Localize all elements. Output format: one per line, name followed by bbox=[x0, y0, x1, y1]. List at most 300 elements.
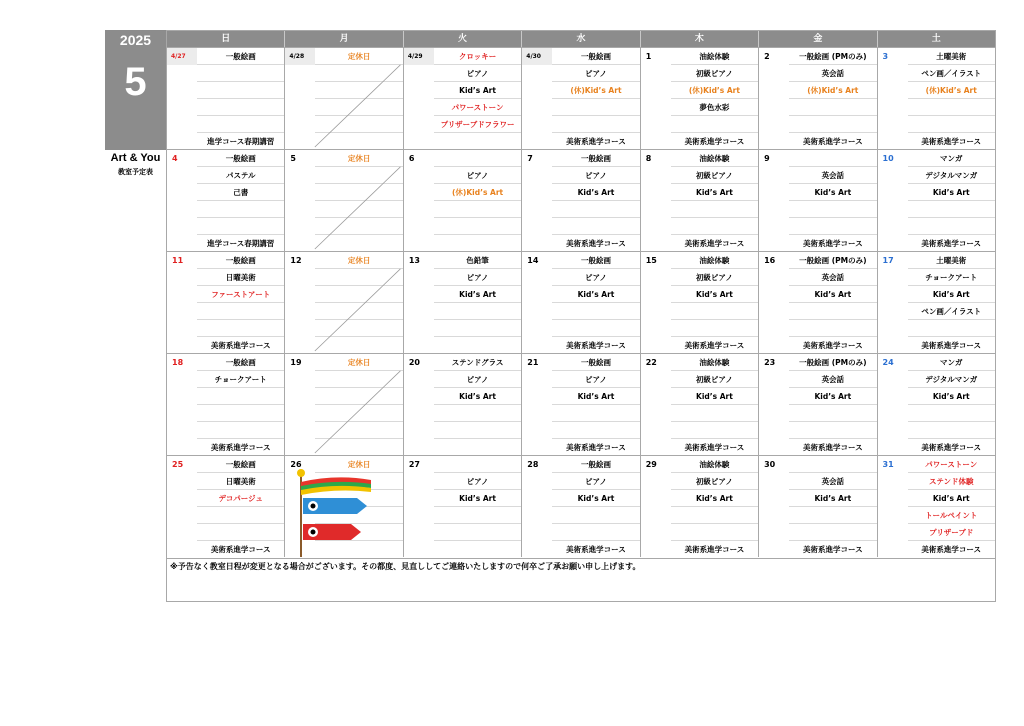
class-slots bbox=[434, 48, 521, 149]
day-cell[interactable] bbox=[522, 150, 640, 251]
week-row bbox=[167, 251, 995, 353]
class-slot: ステンド体験 bbox=[908, 473, 995, 490]
class-slot bbox=[908, 405, 995, 422]
class-slot: 美術系進学コース bbox=[803, 443, 863, 452]
class-slot: ピアノ bbox=[552, 167, 639, 184]
class-slots bbox=[908, 354, 995, 455]
weekday-4: 木 bbox=[641, 31, 759, 47]
day-cell[interactable] bbox=[878, 252, 995, 353]
class-slots bbox=[908, 150, 995, 251]
class-slot: 美術系進学コース bbox=[803, 137, 863, 146]
class-slot: 英会話 bbox=[789, 473, 876, 490]
class-slot: 土曜美術 bbox=[908, 48, 995, 65]
class-slot: 初級ピアノ bbox=[671, 167, 758, 184]
class-slots bbox=[671, 48, 758, 149]
month-banner bbox=[105, 30, 166, 150]
day-cell[interactable] bbox=[404, 150, 522, 251]
day-cell[interactable] bbox=[522, 252, 640, 353]
day-number: 23 bbox=[764, 358, 776, 367]
class-slot bbox=[315, 82, 402, 99]
class-slot bbox=[315, 99, 402, 116]
class-slots bbox=[789, 354, 876, 455]
day-cell[interactable] bbox=[641, 48, 759, 149]
class-slot: マンガ bbox=[908, 354, 995, 371]
weekday-header bbox=[167, 31, 995, 47]
day-cell[interactable] bbox=[285, 354, 403, 455]
class-slot bbox=[197, 507, 284, 524]
class-slot: ピアノ bbox=[552, 473, 639, 490]
class-slot: 定休日 bbox=[315, 354, 402, 371]
class-slot bbox=[315, 303, 402, 320]
class-slot: 進学コース春期講習 bbox=[207, 239, 275, 248]
day-number: 3 bbox=[882, 52, 889, 61]
class-slot bbox=[315, 65, 402, 82]
class-slot bbox=[789, 303, 876, 320]
day-number: 24 bbox=[882, 358, 894, 367]
day-number: 18 bbox=[172, 358, 184, 367]
class-slot: Kid’s Art bbox=[789, 286, 876, 303]
class-slot: ピアノ bbox=[552, 65, 639, 82]
class-slot: 美術系進学コース bbox=[921, 443, 982, 452]
class-slots bbox=[552, 150, 639, 251]
class-slot: 進学コース春期講習 bbox=[207, 137, 275, 146]
class-slot bbox=[789, 201, 876, 218]
class-slot: 色鉛筆 bbox=[434, 252, 521, 269]
class-slot: 定休日 bbox=[315, 48, 402, 65]
day-number: 7 bbox=[527, 154, 533, 163]
schedule-subtitle: 教室予定表 bbox=[118, 168, 153, 176]
day-cell[interactable] bbox=[167, 48, 285, 149]
class-slot: ステンドグラス bbox=[434, 354, 521, 371]
day-cell[interactable] bbox=[759, 252, 877, 353]
class-slot: 日曜美術 bbox=[197, 269, 284, 286]
class-slot: Kid’s Art bbox=[908, 490, 995, 507]
week-row bbox=[167, 47, 995, 149]
class-slot: 美術系進学コース bbox=[921, 137, 982, 146]
day-cell[interactable] bbox=[404, 48, 522, 149]
class-slot bbox=[315, 116, 402, 133]
class-slot: ピアノ bbox=[552, 371, 639, 388]
class-slots bbox=[315, 252, 402, 353]
day-number: 9 bbox=[764, 154, 770, 163]
class-slot: パワーストーン bbox=[908, 456, 995, 473]
class-slot: Kid’s Art bbox=[434, 286, 521, 303]
class-slot bbox=[434, 422, 521, 439]
brand-name: Art & You bbox=[110, 152, 161, 164]
day-cell[interactable] bbox=[522, 354, 640, 455]
weekday-2: 火 bbox=[404, 31, 522, 47]
class-slots bbox=[315, 354, 402, 455]
class-slot bbox=[552, 524, 639, 541]
class-slot bbox=[434, 235, 521, 251]
day-number: 20 bbox=[408, 358, 420, 367]
class-slot: 一般絵画 bbox=[197, 456, 284, 473]
class-slot: ピアノ bbox=[552, 269, 639, 286]
class-slot: 一般絵画 bbox=[552, 48, 639, 65]
day-number: 5 bbox=[290, 154, 296, 163]
class-slot bbox=[315, 320, 402, 337]
day-cell[interactable] bbox=[878, 150, 995, 251]
class-slot: Kid’s Art bbox=[552, 184, 639, 201]
class-slot: プリザーブドフラワー bbox=[434, 116, 521, 133]
class-slot: Kid’s Art bbox=[552, 490, 639, 507]
class-slot: Kid’s Art bbox=[908, 388, 995, 405]
class-slot bbox=[671, 524, 758, 541]
class-slot: (休)Kid’s Art bbox=[552, 82, 639, 99]
class-slot: (休)Kid’s Art bbox=[671, 82, 758, 99]
class-slots bbox=[197, 48, 284, 149]
class-slot: 一般絵画 bbox=[197, 252, 284, 269]
class-slot: Kid’s Art bbox=[789, 184, 876, 201]
day-number: 4/29 bbox=[404, 48, 434, 65]
class-slot: 美術系進学コース bbox=[566, 443, 626, 452]
class-slot bbox=[671, 116, 758, 133]
day-number: 4/27 bbox=[167, 48, 197, 65]
class-slots bbox=[434, 252, 521, 353]
day-cell[interactable] bbox=[759, 354, 877, 455]
class-slot: ピアノ bbox=[434, 167, 521, 184]
class-slots bbox=[789, 48, 876, 149]
class-slots bbox=[434, 456, 521, 557]
class-slot bbox=[671, 201, 758, 218]
class-slot bbox=[552, 116, 639, 133]
class-slot: デコパージュ bbox=[197, 490, 284, 507]
class-slot: 美術系進学コース bbox=[803, 239, 863, 248]
class-slot bbox=[552, 303, 639, 320]
class-slot bbox=[908, 320, 995, 337]
class-slot: (休)Kid’s Art bbox=[789, 82, 876, 99]
class-slot: Kid’s Art bbox=[671, 388, 758, 405]
weekday-1: 月 bbox=[285, 31, 403, 47]
class-slot bbox=[671, 303, 758, 320]
class-slot bbox=[197, 422, 284, 439]
class-slot bbox=[434, 507, 521, 524]
class-slot: ピアノ bbox=[434, 371, 521, 388]
class-slot: 油絵体験 bbox=[671, 354, 758, 371]
class-slot: ピアノ bbox=[434, 269, 521, 286]
day-cell[interactable] bbox=[522, 456, 640, 557]
class-slot bbox=[671, 320, 758, 337]
day-number: 4 bbox=[172, 154, 178, 163]
class-slot: 美術系進学コース bbox=[684, 137, 745, 146]
class-slot: 一般絵画 bbox=[197, 150, 284, 167]
class-slot: Kid’s Art bbox=[552, 286, 639, 303]
class-slot bbox=[789, 507, 876, 524]
class-slot bbox=[197, 65, 284, 82]
class-slot bbox=[908, 99, 995, 116]
class-slot: 美術系進学コース bbox=[684, 239, 745, 248]
class-slot: 初級ピアノ bbox=[671, 371, 758, 388]
day-number: 29 bbox=[645, 460, 657, 469]
class-slot: 一般絵画 bbox=[552, 456, 639, 473]
class-slot bbox=[908, 201, 995, 218]
class-slot bbox=[315, 337, 402, 353]
class-slot bbox=[197, 303, 284, 320]
class-slot: 日曜美術 bbox=[197, 473, 284, 490]
day-number: 15 bbox=[645, 256, 657, 265]
class-slot: 美術系進学コース bbox=[210, 341, 271, 350]
footer-note: ※予告なく教室日程が変更となる場合がございます。その都度、見直ししてご連絡いたしますので何卒ご了承お願い申し上げます。 bbox=[167, 558, 995, 602]
class-slots bbox=[434, 150, 521, 251]
class-slot bbox=[552, 422, 639, 439]
class-slot: 一般絵画 bbox=[197, 354, 284, 371]
class-slot bbox=[789, 524, 876, 541]
day-cell[interactable] bbox=[878, 456, 995, 557]
class-slot: 一般絵画 bbox=[552, 354, 639, 371]
day-number: 26 bbox=[290, 460, 302, 469]
class-slot bbox=[789, 99, 876, 116]
class-slot: Kid’s Art bbox=[434, 490, 521, 507]
year-label: 2025 bbox=[119, 32, 152, 48]
class-slot bbox=[315, 405, 402, 422]
class-slot bbox=[434, 320, 521, 337]
day-cell[interactable] bbox=[404, 252, 522, 353]
class-slot bbox=[315, 235, 402, 251]
class-slot bbox=[197, 524, 284, 541]
class-slot bbox=[315, 184, 402, 201]
class-slot bbox=[908, 116, 995, 133]
class-slot: 己書 bbox=[197, 184, 284, 201]
class-slot: トールペイント bbox=[908, 507, 995, 524]
class-slot: 英会話 bbox=[789, 371, 876, 388]
class-slot bbox=[789, 218, 876, 235]
class-slot bbox=[789, 456, 876, 473]
day-cell[interactable] bbox=[285, 150, 403, 251]
class-slot bbox=[789, 422, 876, 439]
brand-block bbox=[105, 152, 166, 177]
class-slot bbox=[197, 405, 284, 422]
week-row bbox=[167, 455, 995, 557]
class-slot bbox=[434, 150, 521, 167]
class-slot: ファーストアート bbox=[197, 286, 284, 303]
class-slots bbox=[552, 252, 639, 353]
class-slot: 美術系進学コース bbox=[684, 545, 745, 554]
class-slot bbox=[197, 218, 284, 235]
class-slot bbox=[315, 133, 402, 149]
class-slot: 美術系進学コース bbox=[803, 545, 863, 554]
class-slots bbox=[908, 252, 995, 353]
weekday-0: 日 bbox=[167, 31, 285, 47]
class-slot bbox=[197, 388, 284, 405]
day-number: 6 bbox=[408, 154, 415, 163]
week-row bbox=[167, 149, 995, 251]
day-cell[interactable] bbox=[167, 252, 285, 353]
class-slot bbox=[315, 167, 402, 184]
class-slot: ピアノ bbox=[434, 65, 521, 82]
class-slot: ピアノ bbox=[434, 473, 521, 490]
day-cell[interactable] bbox=[641, 252, 759, 353]
class-slots bbox=[197, 354, 284, 455]
day-number: 25 bbox=[172, 460, 184, 469]
class-slot bbox=[197, 116, 284, 133]
class-slot: 美術系進学コース bbox=[684, 341, 745, 350]
class-slots bbox=[552, 48, 639, 149]
class-slot: 定休日 bbox=[315, 252, 402, 269]
day-cell[interactable] bbox=[285, 456, 403, 557]
class-slot: 油絵体験 bbox=[671, 150, 758, 167]
class-slot bbox=[315, 439, 402, 455]
class-slot bbox=[434, 524, 521, 541]
class-slot: (休)Kid’s Art bbox=[908, 82, 995, 99]
class-slot bbox=[908, 422, 995, 439]
class-slot: Kid’s Art bbox=[434, 82, 521, 99]
day-number: 22 bbox=[645, 358, 657, 367]
class-slot bbox=[315, 218, 402, 235]
day-number: 2 bbox=[764, 52, 770, 61]
class-slot: Kid’s Art bbox=[434, 388, 521, 405]
class-slot bbox=[552, 201, 639, 218]
day-number: 14 bbox=[527, 256, 539, 265]
class-slot bbox=[434, 541, 521, 557]
class-slots bbox=[197, 456, 284, 557]
class-slot: 夢色水彩 bbox=[671, 99, 758, 116]
day-cell[interactable] bbox=[167, 354, 285, 455]
class-slot: デジタルマンガ bbox=[908, 167, 995, 184]
class-slot: 英会話 bbox=[789, 65, 876, 82]
class-slot: Kid’s Art bbox=[671, 184, 758, 201]
day-number: 28 bbox=[527, 460, 539, 469]
class-slot: 一般絵画 bbox=[552, 150, 639, 167]
weekday-5: 金 bbox=[759, 31, 877, 47]
class-slot bbox=[552, 507, 639, 524]
day-number: 11 bbox=[172, 256, 184, 265]
class-slot: Kid’s Art bbox=[908, 286, 995, 303]
class-slot: デジタルマンガ bbox=[908, 371, 995, 388]
class-slot: 土曜美術 bbox=[908, 252, 995, 269]
class-slots bbox=[434, 354, 521, 455]
class-slots bbox=[789, 456, 876, 557]
class-slot: チョークアート bbox=[908, 269, 995, 286]
class-slots bbox=[552, 354, 639, 455]
class-slots bbox=[315, 48, 402, 149]
class-slots bbox=[789, 150, 876, 251]
class-slot bbox=[434, 405, 521, 422]
class-slot: 美術系進学コース bbox=[566, 545, 626, 554]
class-slot: パワーストーン bbox=[434, 99, 521, 116]
day-number: 17 bbox=[882, 256, 894, 265]
day-cell[interactable] bbox=[759, 456, 877, 557]
class-slot: 美術系進学コース bbox=[566, 137, 626, 146]
class-slot: ペン画／イラスト bbox=[908, 303, 995, 320]
class-slot bbox=[197, 201, 284, 218]
class-slot: Kid’s Art bbox=[789, 388, 876, 405]
class-slot bbox=[908, 218, 995, 235]
day-number: 1 bbox=[645, 52, 652, 61]
day-number: 27 bbox=[408, 460, 420, 469]
day-cell[interactable] bbox=[167, 456, 285, 557]
calendar-grid bbox=[166, 30, 996, 602]
class-slot: クロッキー bbox=[434, 48, 521, 65]
day-cell[interactable] bbox=[404, 354, 522, 455]
class-slot: パステル bbox=[197, 167, 284, 184]
class-slots bbox=[671, 456, 758, 557]
class-slot: 初級ピアノ bbox=[671, 269, 758, 286]
day-cell[interactable] bbox=[759, 150, 877, 251]
class-slot bbox=[315, 422, 402, 439]
day-cell[interactable] bbox=[285, 48, 403, 149]
class-slot: 美術系進学コース bbox=[684, 443, 745, 452]
day-cell[interactable] bbox=[878, 354, 995, 455]
class-slot: 英会話 bbox=[789, 167, 876, 184]
class-slot: Kid’s Art bbox=[671, 286, 758, 303]
class-slot bbox=[315, 269, 402, 286]
class-slot: チョークアート bbox=[197, 371, 284, 388]
class-slots bbox=[552, 456, 639, 557]
day-number: 30 bbox=[764, 460, 776, 469]
day-cell[interactable] bbox=[641, 354, 759, 455]
class-slot: 一般絵画 (PMのみ) bbox=[789, 252, 876, 269]
day-number: 4/28 bbox=[285, 48, 315, 65]
class-slot: 美術系進学コース bbox=[921, 545, 982, 554]
class-slot: 美術系進学コース bbox=[921, 239, 982, 248]
class-slot: 美術系進学コース bbox=[566, 341, 626, 350]
class-slot: Kid’s Art bbox=[789, 490, 876, 507]
day-cell[interactable] bbox=[759, 48, 877, 149]
class-slots bbox=[789, 252, 876, 353]
class-slot: 美術系進学コース bbox=[210, 545, 271, 554]
week-row bbox=[167, 353, 995, 455]
day-number: 13 bbox=[408, 256, 420, 265]
day-cell[interactable] bbox=[878, 48, 995, 149]
class-slot: 定休日 bbox=[315, 150, 402, 167]
class-slot: 美術系進学コース bbox=[566, 239, 626, 248]
class-slot: 一般絵画 bbox=[197, 48, 284, 65]
class-slot: マンガ bbox=[908, 150, 995, 167]
class-slot: (休)Kid’s Art bbox=[434, 184, 521, 201]
day-cell[interactable] bbox=[285, 252, 403, 353]
class-slot bbox=[197, 82, 284, 99]
class-slot: 油絵体験 bbox=[671, 252, 758, 269]
class-slot: Kid’s Art bbox=[552, 388, 639, 405]
class-slot bbox=[789, 150, 876, 167]
day-number: 12 bbox=[290, 256, 302, 265]
class-slot bbox=[434, 439, 521, 455]
class-slot: 油絵体験 bbox=[671, 456, 758, 473]
class-slot bbox=[671, 218, 758, 235]
class-slots bbox=[315, 150, 402, 251]
day-number: 4/30 bbox=[522, 48, 552, 65]
class-slot: 一般絵画 bbox=[552, 252, 639, 269]
day-number: 31 bbox=[882, 460, 894, 469]
day-cell[interactable] bbox=[641, 456, 759, 557]
class-slot bbox=[552, 218, 639, 235]
class-slots bbox=[197, 252, 284, 353]
class-slot: プリザーブド bbox=[908, 524, 995, 541]
class-slot bbox=[315, 201, 402, 218]
day-cell[interactable] bbox=[641, 150, 759, 251]
class-slot: Kid’s Art bbox=[671, 490, 758, 507]
class-slot: 油絵体験 bbox=[671, 48, 758, 65]
class-slot bbox=[789, 405, 876, 422]
class-slot bbox=[434, 456, 521, 473]
day-cell[interactable] bbox=[167, 150, 285, 251]
class-slot bbox=[671, 507, 758, 524]
class-slot bbox=[671, 405, 758, 422]
class-slot bbox=[197, 320, 284, 337]
class-slot bbox=[434, 303, 521, 320]
day-number: 8 bbox=[645, 154, 652, 163]
class-slots bbox=[671, 354, 758, 455]
class-slot: 美術系進学コース bbox=[803, 341, 863, 350]
day-cell[interactable] bbox=[404, 456, 522, 557]
class-slots bbox=[671, 252, 758, 353]
day-cell[interactable] bbox=[522, 48, 640, 149]
class-slot: 一般絵画 (PMのみ) bbox=[789, 354, 876, 371]
weekday-6: 土 bbox=[931, 34, 941, 44]
class-slot bbox=[434, 201, 521, 218]
day-number: 16 bbox=[764, 256, 776, 265]
class-slot: 英会話 bbox=[789, 269, 876, 286]
